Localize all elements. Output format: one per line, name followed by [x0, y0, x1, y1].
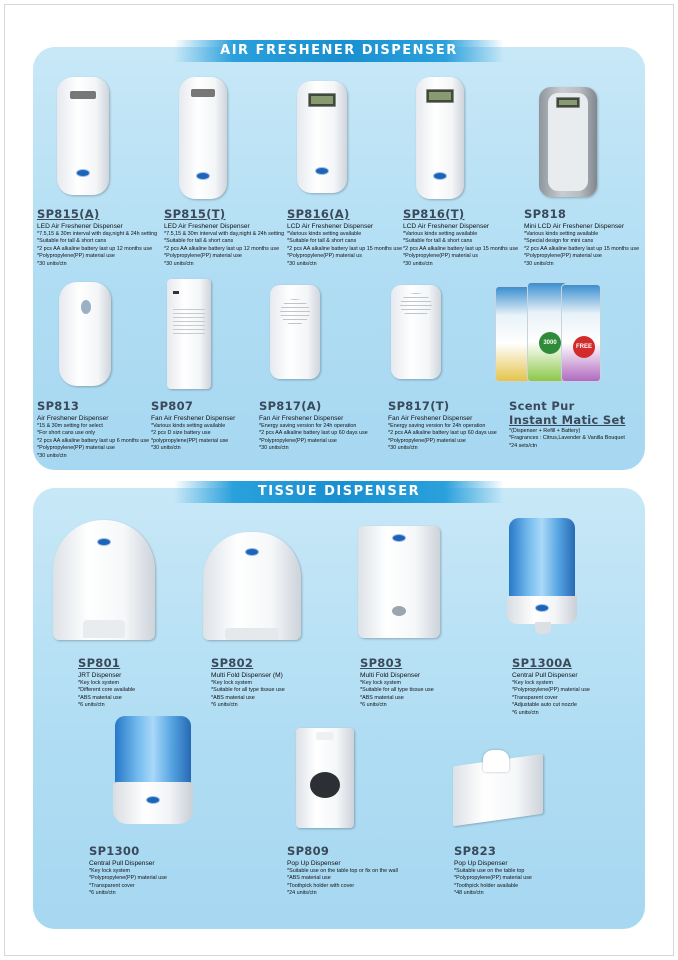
- spec-line: *15 & 30m setting for select: [37, 423, 103, 429]
- product-title: LED Air Freshener Dispenser: [164, 223, 250, 230]
- spec-line: *Suitable use on the table top or fix on the wall: [287, 868, 398, 874]
- spec-line: *7.5,15 & 30m interval with day,night & 24h setting: [164, 231, 285, 237]
- product-title: JRT Dispenser: [78, 672, 122, 679]
- spec-line: *Transparent cover: [89, 882, 135, 889]
- spec-line: *ABS material use: [360, 694, 404, 701]
- product-code: SP815(T): [164, 207, 226, 221]
- spec-line: *30 units/ctn: [403, 260, 433, 267]
- product-scent-pur: [509, 399, 625, 450]
- spec-line: *24 sets/ctn: [509, 442, 538, 449]
- spec-line: *Suitable for tall & short cans: [164, 238, 234, 245]
- product-code: SP801: [78, 656, 121, 670]
- spec-line: *Fragrances : Citrus,Lavender & Vanilla Bouquet: [509, 435, 625, 442]
- product-specs: [454, 868, 532, 898]
- product-title: Multi Fold Dispenser (M): [211, 672, 283, 679]
- product-code: SP817(A): [259, 399, 322, 413]
- spec-line: *Polypropylene(PP) material use: [259, 437, 337, 444]
- product-code: SP816(A): [287, 207, 350, 221]
- product-sp802: [211, 656, 285, 710]
- spec-line: *Suitable for tall & short cans: [37, 238, 107, 245]
- product-title: Fan Air Freshener Dispenser: [388, 415, 473, 422]
- spec-line: *Polypropylene(PP) material use: [524, 253, 602, 260]
- tissue-dispenser-section: [33, 484, 645, 929]
- spec-line: *Toothpick holder with cover: [287, 882, 355, 889]
- product-sp823: [454, 844, 532, 898]
- spec-line: *Polypropylene(PP) material use: [512, 687, 590, 694]
- product-title: LED Air Freshener Dispenser: [37, 223, 123, 230]
- spec-line: *Key lock system: [512, 680, 554, 686]
- product-title: Multi Fold Dispenser: [360, 672, 421, 679]
- spec-line: *Polypropylene(PP) material use: [388, 437, 466, 444]
- spec-line: *Polypropylene(PP) material us: [287, 253, 362, 260]
- spec-line: *Different core available: [78, 687, 136, 694]
- product-sp815a: [37, 207, 157, 268]
- spec-line: *6 units/ctn: [360, 702, 387, 709]
- spec-line: *2 pcs AA alkaline battery last up 60 days use: [388, 430, 497, 437]
- scent-pur-name: Scent Pur: [509, 399, 575, 413]
- product-specs: [37, 231, 157, 268]
- spec-line: *6 units/ctn: [78, 702, 105, 709]
- product-sp817t: [388, 399, 497, 453]
- air-freshener-banner: AIR FRESHENER DISPENSER: [174, 40, 504, 62]
- spec-line: *30 units/ctn: [37, 260, 67, 267]
- spec-line: *Polypropylene(PP) material use: [37, 445, 115, 452]
- tissue-dispenser-banner: TISSUE DISPENSER: [174, 481, 504, 503]
- product-specs: [78, 680, 135, 710]
- spec-line: *polypropylene(PP) material use: [151, 437, 229, 444]
- product-specs: [37, 423, 149, 460]
- product-specs: [360, 680, 434, 710]
- product-specs: [388, 423, 497, 453]
- product-code: SP802: [211, 656, 254, 670]
- product-specs: [512, 680, 590, 717]
- spec-line: *2 pcs D size battery use: [151, 430, 211, 437]
- product-specs: [524, 231, 639, 268]
- spec-line: *ABS material use: [287, 875, 331, 882]
- spec-line: *Various kinds setting available: [403, 231, 478, 237]
- product-sp817a: [259, 399, 368, 453]
- product-sp807: [151, 399, 235, 453]
- product-sp816t: [403, 207, 518, 268]
- spec-line: *Suitable for tall & short cans: [403, 238, 473, 245]
- spec-line: *2 pcs AA alkaline battery last up 15 months use: [403, 245, 519, 252]
- product-specs: [211, 680, 285, 710]
- spec-line: *Key lock system: [211, 680, 253, 686]
- spec-line: *Polypropylene(PP) material use: [454, 875, 532, 882]
- spec-line: *Toothpick holder available: [454, 882, 519, 889]
- spec-line: *2 pcs AA alkaline battery last up 15 months use: [524, 245, 640, 252]
- spec-line: *(Dispenser + Refill + Battery): [509, 428, 581, 434]
- product-code: SP1300: [89, 844, 140, 858]
- spec-line: *ABS material use: [78, 694, 122, 701]
- product-sp816a: [287, 207, 402, 268]
- product-code: SP817(T): [388, 399, 450, 413]
- pack-badge-3000: 3000: [539, 332, 561, 354]
- spec-line: *30 units/ctn: [287, 260, 317, 267]
- spec-line: *Various kinds setting available: [287, 231, 362, 237]
- spec-line: *Suitable for all type tissue use: [211, 687, 285, 694]
- product-code: SP815(A): [37, 207, 100, 221]
- spec-line: *Energy saving version for 24h operation: [259, 423, 357, 429]
- spec-line: *Suitable for all type tissue use: [360, 687, 434, 694]
- product-title: Pop Up Dispenser: [454, 860, 508, 867]
- product-title: Air Freshener Dispenser: [37, 415, 109, 422]
- product-code: SP1300A: [512, 656, 572, 670]
- product-specs: [287, 868, 398, 898]
- spec-line: *48 units/ctn: [454, 890, 484, 897]
- spec-line: *2 pcs AA alkaline battery last up 12 months use: [164, 245, 280, 252]
- spec-line: *For short cans use only: [37, 430, 96, 437]
- product-sp815t: [164, 207, 284, 268]
- spec-line: *Energy saving version for 24h operation: [388, 423, 486, 429]
- spec-line: *2 pcs AA alkaline battery last up 15 months use: [287, 245, 403, 252]
- product-code: SP809: [287, 844, 330, 858]
- product-code: SP816(T): [403, 207, 465, 221]
- spec-line: *Key lock system: [360, 680, 402, 686]
- product-title: Fan Air Freshener Dispenser: [259, 415, 344, 422]
- spec-line: *Various kinds setting available: [524, 231, 599, 237]
- spec-line: *Polypropylene(PP) material use: [89, 875, 167, 882]
- product-title: Central Pull Dispenser: [89, 860, 155, 867]
- product-specs: [151, 423, 235, 453]
- product-specs: [509, 428, 625, 450]
- product-specs: [164, 231, 284, 268]
- product-specs: [403, 231, 518, 268]
- product-title: LCD Air Freshener Dispenser: [287, 223, 374, 230]
- product-title: Fan Air Freshener Dispenser: [151, 415, 236, 422]
- scent-pur-subtitle: Instant Matic Set: [509, 413, 626, 427]
- spec-line: *Suitable use on the table top: [454, 868, 525, 874]
- spec-line: *24 units/ctn: [287, 890, 317, 897]
- product-code: SP813: [37, 399, 80, 413]
- product-code: SP818: [524, 207, 567, 221]
- product-title: LCD Air Freshener Dispenser: [403, 223, 490, 230]
- spec-line: *30 units/ctn: [164, 260, 194, 267]
- product-sp1300: [89, 844, 167, 898]
- spec-line: *30 units/ctn: [388, 445, 418, 452]
- spec-line: *Various kinds setting available: [151, 423, 226, 429]
- product-sp1300a: [512, 656, 590, 717]
- spec-line: *Special design for mini cans: [524, 238, 594, 245]
- air-freshener-section: [33, 43, 645, 470]
- product-sp818: [524, 207, 639, 268]
- spec-line: *Suitable for tall & short cans: [287, 238, 357, 245]
- product-sp803: [360, 656, 434, 710]
- spec-line: *30 units/ctn: [37, 452, 67, 459]
- product-code: SP803: [360, 656, 403, 670]
- product-specs: [89, 868, 167, 898]
- spec-line: *30 units/ctn: [151, 445, 181, 452]
- pack-badge-free: FREE: [573, 336, 595, 358]
- product-title: Mini LCD Air Freshener Dispenser: [524, 223, 625, 230]
- spec-line: *Adjustable auto cut nozzle: [512, 702, 578, 709]
- spec-line: *Polypropylene(PP) material use: [164, 253, 242, 260]
- spec-line: *Transparent cover: [512, 694, 558, 701]
- spec-line: *30 units/ctn: [259, 445, 289, 452]
- spec-line: *Polypropylene(PP) material us: [403, 253, 478, 260]
- spec-line: *Key lock system: [89, 868, 131, 874]
- product-specs: [287, 231, 402, 268]
- spec-line: *30 units/ctn: [524, 260, 554, 267]
- product-specs: [259, 423, 368, 453]
- product-sp801: [78, 656, 135, 710]
- spec-line: *7.5,15 & 30m interval with day,night & 24h setting: [37, 231, 158, 237]
- product-title: Pop Up Dispenser: [287, 860, 341, 867]
- spec-line: *6 units/ctn: [512, 709, 539, 716]
- spec-line: *Key lock system: [78, 680, 120, 686]
- product-code: SP823: [454, 844, 497, 858]
- product-sp809: [287, 844, 398, 898]
- spec-line: *6 units/ctn: [89, 890, 116, 897]
- spec-line: *2 pcs AA alkaline battery last up 6 months use: [37, 437, 150, 444]
- spec-line: *2 pcs AA alkaline battery last up 60 days use: [259, 430, 368, 437]
- product-title: Central Pull Dispenser: [512, 672, 578, 679]
- spec-line: *6 units/ctn: [211, 702, 238, 709]
- spec-line: *Polypropylene(PP) material use: [37, 253, 115, 260]
- spec-line: *ABS material use: [211, 694, 255, 701]
- product-code: SP807: [151, 399, 194, 413]
- product-sp813: [37, 399, 149, 460]
- spec-line: *2 pcs AA alkaline battery last up 12 months use: [37, 245, 153, 252]
